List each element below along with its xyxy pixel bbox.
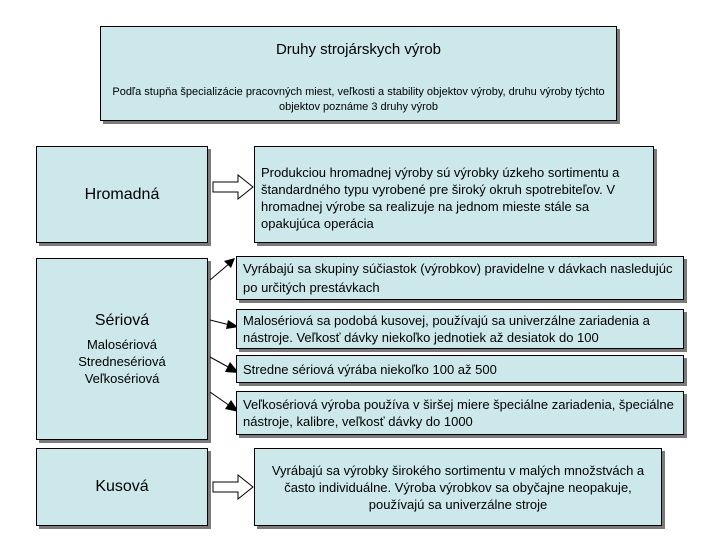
seriova-malo: Malosériová sa podobá kusovej, používajú sa univerzálne zariadenia a nástroje. Veľkosť dávky niekoľko jednotiek až desiatok do 100 <box>243 313 650 345</box>
seriova-subtype-malo: Malosériová <box>86 336 158 352</box>
seriova-velko: Veľkosériová výroba používa v širšej miere špeciálne zariadenia, špeciálne nástroje, kalibre, veľkosť dávky do 1000 <box>243 397 674 429</box>
seriova-stredne: Stredne sériová výrába niekoľko 100 až 500 <box>243 362 497 377</box>
hromadna-description-box <box>254 146 654 243</box>
kusova-description-box <box>254 448 662 526</box>
hromadna-description: Produkciou hromadnej výroby sú výrobky úzkeho sortimentu a štandardného typu vyrobené pre široký okruh spotrebiteľov. V hromadnej výrobe sa realizuje na jednom mieste stále sa opakujúca operácia <box>261 165 620 231</box>
hromadna-box <box>36 146 208 243</box>
diagram-subtitle: Podľa stupňa špecializácie pracovných miest, veľkosti a stability objektov výroby, druhu výroby týchto objektov poznáme 3 druhy výrob <box>112 86 605 113</box>
kusova-box <box>36 448 208 526</box>
kusova-label: Kusová <box>95 478 149 495</box>
seriova-box <box>36 258 208 440</box>
hromadna-label: Hromadná <box>84 185 160 203</box>
seriova-malo-box <box>236 309 684 349</box>
seriova-stredne-box <box>236 355 684 383</box>
seriova-intro-box <box>236 256 684 300</box>
seriova-intro: Vyrábajú sa skupiny súčiastok (výrobkov) pravidelne v dávkach nasledujúc po určitých prestávkach <box>243 261 673 295</box>
seriova-label: Sériová <box>94 311 150 329</box>
seriova-subtype-stredne: Strednesériová <box>78 353 166 369</box>
seriova-velko-box <box>236 391 684 435</box>
diagram-title: Druhy strojárskych výrob <box>275 41 442 58</box>
kusova-description: Vyrábajú sa výrobky širokého sortimentu v malých množstvách a často individuálne. Výroba výrobkov sa obyčajne neopakuje, používajú sa univerzálne stroje <box>271 462 645 512</box>
title-box <box>100 26 617 121</box>
arrow-hromadna-icon <box>212 174 254 200</box>
arrow-kusova-icon <box>212 474 254 500</box>
seriova-subtype-velko: Veľkosériová <box>84 370 160 386</box>
